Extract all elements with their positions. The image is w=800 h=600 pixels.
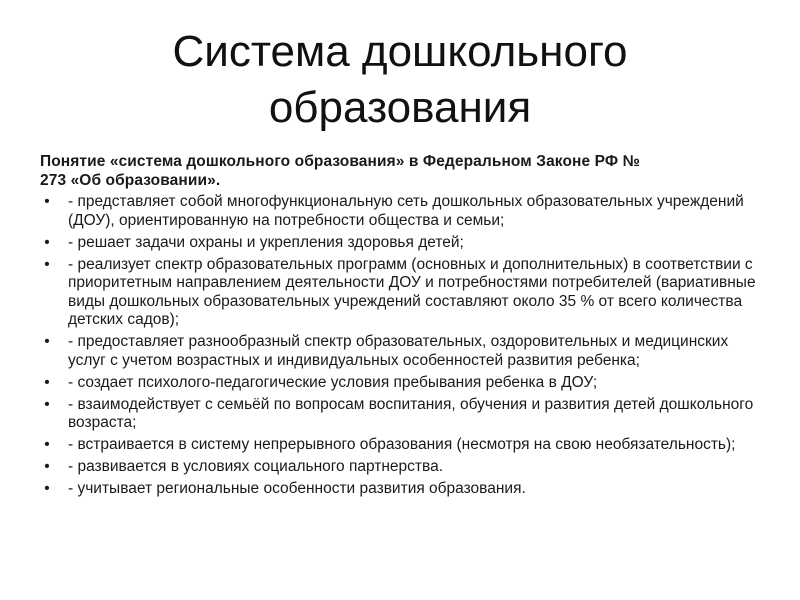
bullet-icon: • bbox=[44, 193, 50, 210]
bullet-list bbox=[40, 193, 760, 499]
list-item bbox=[40, 256, 760, 330]
list-item bbox=[40, 396, 760, 433]
list-item bbox=[40, 374, 760, 393]
list-item-text: - развивается в условиях социального партнерства. bbox=[68, 458, 444, 475]
bullet-icon: • bbox=[44, 255, 50, 273]
list-item bbox=[40, 480, 760, 499]
intro-line2: 273 «Об образовании». bbox=[40, 171, 221, 189]
list-item-text: - встраивается в систему непрерывного образования (несмотря на свою необязательность); bbox=[68, 436, 736, 453]
intro-line1: Понятие «система дошкольного образования» в Федеральном Законе РФ № bbox=[40, 153, 640, 170]
list-item-text: - взаимодействует с семьёй по вопросам воспитания, обучения и развития детей дошкольного возраста; bbox=[68, 395, 754, 431]
bullet-icon: • bbox=[44, 436, 50, 453]
list-item bbox=[40, 234, 760, 253]
list-item bbox=[40, 458, 760, 477]
list-item bbox=[40, 436, 760, 455]
slide-title bbox=[100, 24, 700, 136]
intro-paragraph bbox=[40, 153, 760, 190]
bullet-icon: • bbox=[44, 395, 50, 413]
bullet-icon: • bbox=[44, 373, 50, 391]
list-item-text: - представляет собой многофункциональную сеть дошкольных образовательных учреждений (ДОУ), ориентированную на потребности общества и семьи; bbox=[68, 193, 744, 229]
list-item-text: - создает психолого-педагогические условия пребывания ребенка в ДОУ; bbox=[68, 373, 598, 391]
bullet-icon: • bbox=[44, 480, 50, 497]
slide-body bbox=[40, 153, 760, 502]
list-item-text: - решает задачи охраны и укрепления здоровья детей; bbox=[68, 233, 464, 251]
list-item bbox=[40, 193, 760, 230]
list-item-text: - реализует спектр образовательных программ (основных и дополнительных) в соответствии с приоритетным направлением деятельности ДОУ и потребностями потребителей (вариативные виды дошкольных образовательных учреждений составляют около 35 % от всего количества детских садов); bbox=[68, 255, 756, 328]
list-item bbox=[40, 333, 760, 370]
list-item-text: - предоставляет разнообразный спектр образовательных, оздоровительных и медицинских услуг с учетом возрастных и индивидуальных особенностей развития ребенка; bbox=[68, 333, 729, 369]
slide-title-line1: Система дошкольного bbox=[172, 27, 628, 76]
bullet-icon: • bbox=[44, 233, 50, 251]
bullet-icon: • bbox=[44, 458, 50, 475]
slide-title-line2: образования bbox=[268, 83, 532, 132]
bullet-icon: • bbox=[44, 333, 50, 350]
list-item-text: - учитывает региональные особенности развития образования. bbox=[68, 480, 526, 497]
